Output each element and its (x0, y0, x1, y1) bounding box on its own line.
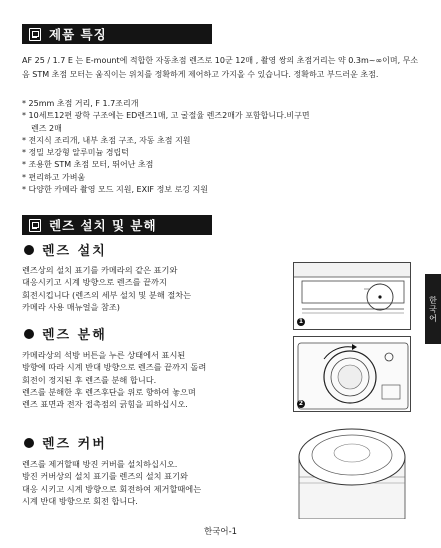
install-paragraph (22, 264, 272, 313)
figure-remove (293, 336, 411, 412)
text-line: 대응 시키고 시계 방향으로 회전하여 제거할때에는 (22, 483, 202, 494)
section-title: 제품 특징 (49, 27, 107, 42)
figure-cover (293, 417, 411, 519)
cover-paragraph (22, 458, 272, 507)
feature-text: 다양한 카메라 촬영 모드 지원, EXIF 정보 로깅 지원 (28, 185, 209, 195)
text-line: 렌즈상의 설치 표기를 카메라의 같은 표기와 (22, 265, 178, 275)
feature-item: * 정밀 보강형 알루미늄 경립턱 (22, 148, 129, 158)
feature-item: * 조용한 STM 초점 모터, 뛰어난 초점 (22, 160, 154, 170)
feature-text: 편리하고 가벼움 (28, 172, 86, 182)
text-line: 렌즈를 제거할때 방진 커버를 설치하십시오. (22, 459, 178, 469)
text-line: 방진 커버상의 설치 표기를 렌즈의 설치 표기와 (22, 471, 188, 482)
subheading-title: 렌즈 커버 (42, 437, 107, 452)
text-line: 대응시키고 시계 방향으로 렌즈를 끝까지 (22, 277, 167, 288)
text-line: 회전시킵니다 (렌즈의 세부 설치 및 분해 절차는 (22, 289, 192, 300)
language-tab (425, 274, 441, 344)
subheading-install (24, 240, 107, 259)
document-icon (29, 219, 41, 232)
subheading-remove (24, 324, 107, 343)
text-line: 회전이 정지된 후 렌즈를 분해 합니다. (22, 374, 157, 385)
text-line: 방향에 따라 시계 반대 방향으로 렌즈를 끝까지 돌려 (22, 362, 207, 373)
subheading-cover (24, 433, 107, 452)
feature-item: * 다양한 카메라 촬영 모드 지원, EXIF 정보 로깅 지원 (22, 185, 209, 195)
language-label: 한국어 (428, 295, 438, 323)
section-title: 렌즈 설치 및 분해 (49, 218, 157, 233)
subheading-title: 렌즈 설치 (42, 244, 107, 259)
remove-illustration (294, 337, 411, 412)
feature-item: * 10세트12편 광학 구조에는 ED렌즈1매, 고 굴절율 렌즈2매가 포함합니다.비구면 렌즈 2매 (22, 110, 392, 135)
feature-item: * 편리하고 가벼움 (22, 172, 86, 182)
lens-cover-illustration (293, 417, 411, 519)
feature-text-continued: 렌즈 2매 (31, 123, 62, 133)
page-number: 한국어-1 (203, 527, 238, 537)
text-line: 렌즈를 분해한 후 렌즈후단을 위로 향하여 놓으며 (22, 386, 196, 397)
document-icon (29, 28, 41, 41)
remove-paragraph (22, 349, 292, 410)
text-line: 카메라 사용 매뉴얼을 참조) (22, 301, 121, 312)
section-header-features (22, 24, 212, 44)
section-header-install-remove (22, 215, 212, 235)
text-line: 시계 반대 방향으로 회전 합니다. (22, 495, 138, 506)
figure-install (293, 262, 411, 330)
feature-item: * 전지식 조리개, 내부 초점 구조, 자동 초점 지원 (22, 135, 191, 145)
feature-text: 전지식 조리개, 내부 초점 구조, 자동 초점 지원 (28, 135, 191, 145)
install-illustration (294, 263, 411, 330)
feature-item: * 25mm 초점 거리, F 1.7조리개 (22, 99, 139, 108)
intro-paragraph: AF 25 / 1.7 E 는 E-mount에 적합한 자동초점 렌즈로 10군 12매 , 촬영 쌍의 초점거리는 약 0.3m~∞이며, 무소음 STM 초점 모터는 움직이는 위치를 정확하게 제어하고 가지올 수 있습니다. 정확하고 부드러운 초점. (22, 56, 419, 79)
feature-list (22, 98, 392, 196)
feature-text: 조용한 STM 초점 모터, 뛰어난 초점 (28, 160, 154, 170)
feature-text: 10세트12편 광학 구조에는 ED렌즈1매, 고 굴절율 렌즈2매가 포함합니다.비구면 (28, 111, 310, 121)
figure-number: 2 (298, 400, 304, 407)
bullet-icon (24, 245, 34, 255)
text-line: 렌즈 표면과 전자 접촉점의 긁힘을 피하십시오. (22, 399, 188, 410)
bullet-icon (24, 438, 34, 448)
feature-text: 25mm 초점 거리, F 1.7조리개 (28, 99, 139, 108)
feature-text: 정밀 보강형 알루미늄 경립턱 (28, 148, 129, 158)
figure-number: 1 (298, 318, 304, 325)
bullet-icon (24, 329, 34, 339)
text-line: 카메라상의 석방 버튼을 누른 상태에서 표시된 (22, 350, 186, 360)
subheading-title: 렌즈 분해 (42, 328, 107, 343)
